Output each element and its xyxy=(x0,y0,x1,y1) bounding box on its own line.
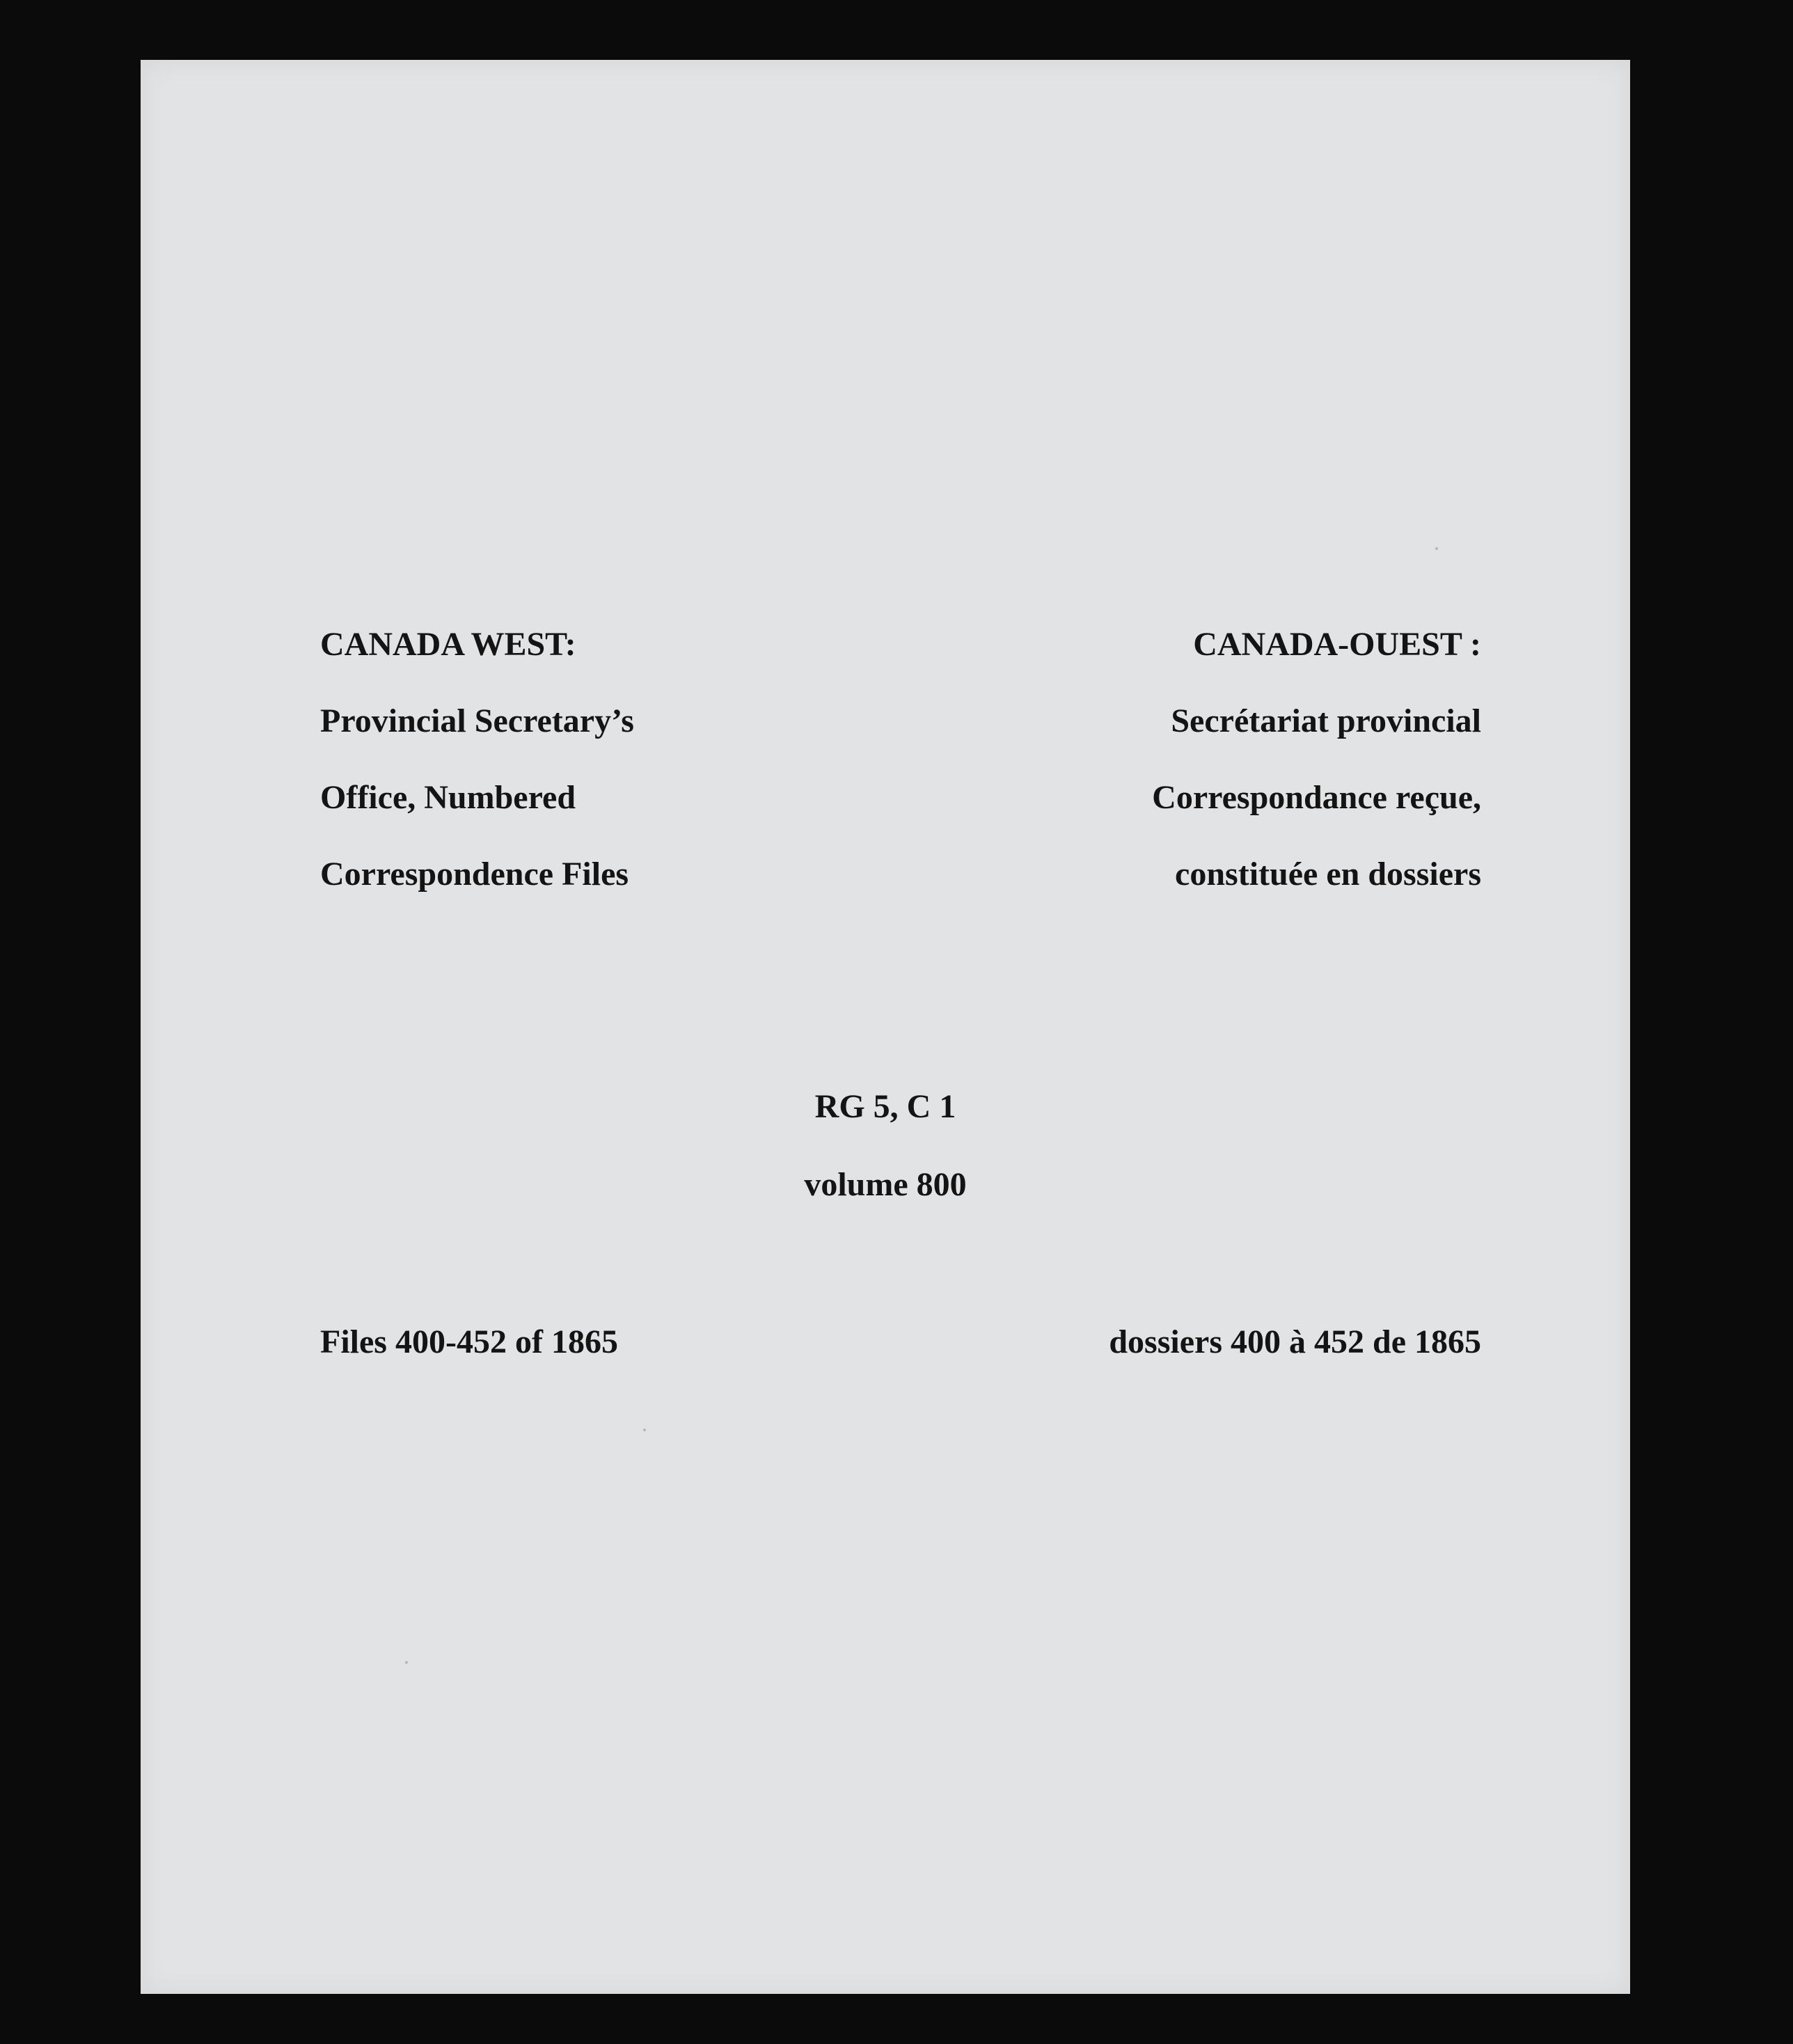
paper-speck xyxy=(405,1661,408,1664)
paper-speck xyxy=(643,1429,646,1431)
french-file-range: dossiers 400 à 452 de 1865 xyxy=(1109,1323,1481,1360)
english-file-range: Files 400-452 of 1865 xyxy=(320,1323,618,1360)
english-subtitle-line2: Office, Numbered xyxy=(320,779,576,816)
english-subtitle-line3: Correspondence Files xyxy=(320,856,629,893)
english-title: CANADA WEST: xyxy=(320,626,576,663)
paper-speck xyxy=(1435,547,1438,550)
record-group-code: RG 5, C 1 xyxy=(814,1088,956,1125)
french-subtitle-line1: Secrétariat provincial xyxy=(1171,702,1481,739)
volume-number: volume 800 xyxy=(804,1166,967,1203)
document-page xyxy=(141,60,1630,1994)
french-subtitle-line2: Correspondance reçue, xyxy=(1152,779,1481,816)
english-subtitle-line1: Provincial Secretary’s xyxy=(320,702,634,739)
french-subtitle-line3: constituée en dossiers xyxy=(1175,856,1481,893)
french-title: CANADA-OUEST : xyxy=(1193,626,1481,663)
